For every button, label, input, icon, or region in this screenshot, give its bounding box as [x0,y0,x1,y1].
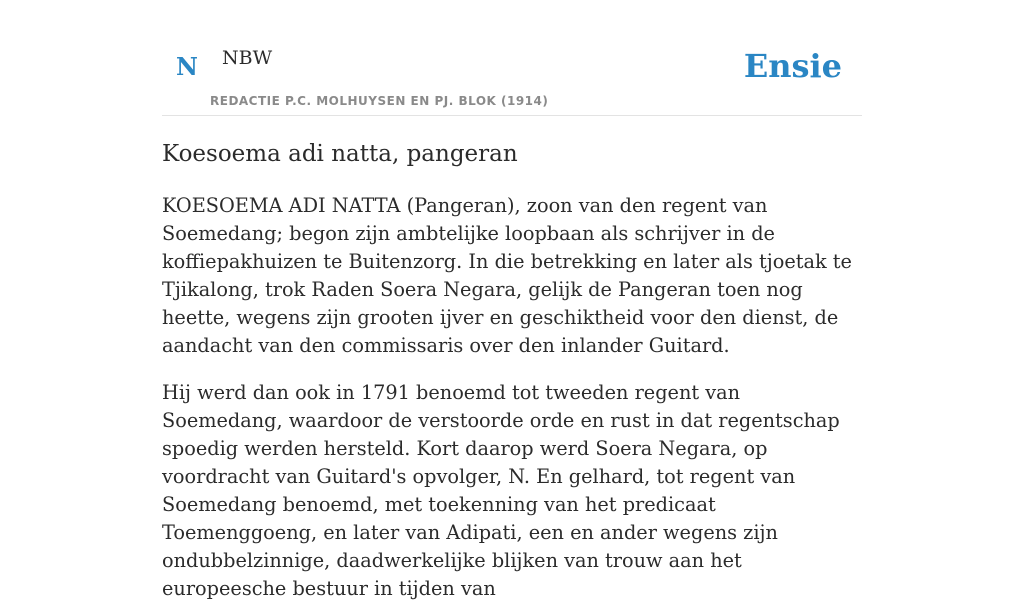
brand-logo-link[interactable]: Ensie [743,47,842,85]
article [162,138,862,603]
article-paragraph: KOESOEMA ADI NATTA (Pangeran), zoon van den regent van Soemedang; begon zijn ambtelijke loopbaan als schrijver in de koffiepakhuizen te Buitenzorg. In die betrekking en later als tjoetak te Tjikalong, trok Raden Soera Negara, gelijk de Pangeran toen nog heette, wegens zijn grooten ijver en geschiktheid voor den dienst, de aandacht van den commissaris over den inlander Guitard. [162,194,852,357]
article-paragraph: Hij werd dan ook in 1791 benoemd tot tweeden regent van Soemedang, waardoor de verstoorde orde en rust in dat regentschap spoedig werden hersteld. Kort daarop werd Soera Negara, op voordracht van Guitard's opvolger, N. En gelhard, tot regent van Soemedang benoemd, met toekenning van het predicaat Toemenggoeng, en later van Adipati, een en ander wegens zijn ondubbelzinnige, daadwerkelijke blijken van trouw aan het europeesche bestuur in tijden van [162,381,840,600]
article-title: Koesoema adi natta, pangeran [162,141,518,167]
page-header [162,0,862,116]
source-name[interactable]: NBW [222,47,273,69]
source-logo[interactable]: N [176,52,198,81]
source-subtitle: REDACTIE P.C. MOLHUYSEN EN PJ. BLOK (1914) [210,94,549,108]
